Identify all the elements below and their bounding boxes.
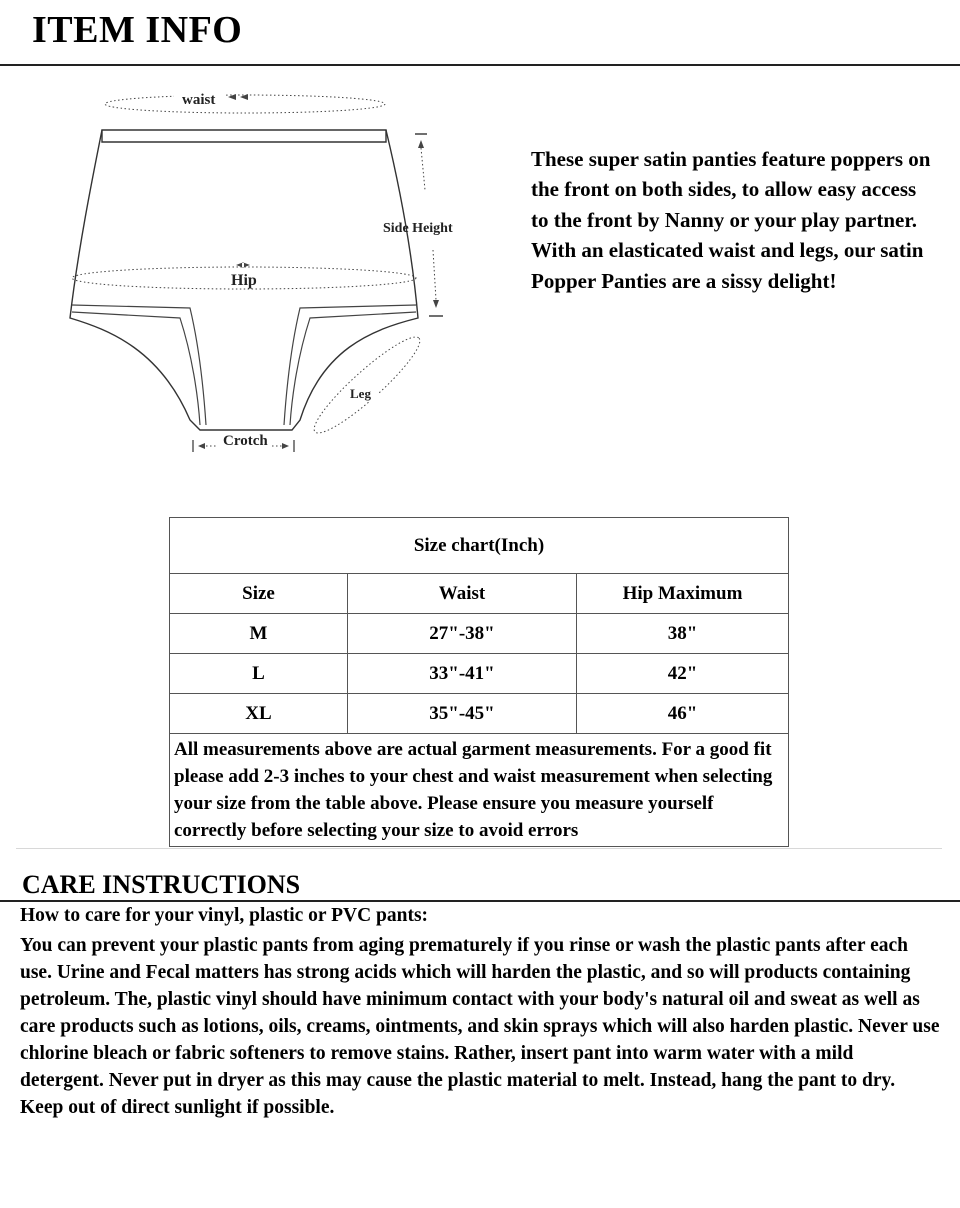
- diagram-label-crotch: Crotch: [223, 433, 268, 449]
- hip-arrow-icon: [236, 262, 250, 268]
- description-paragraph: These super satin panties feature poppers on the front on both sides, to allow easy access to the front by Nanny or your play partner.: [531, 147, 931, 232]
- description-paragraph: With an elasticated waist and legs, our satin Popper Panties are a sissy delight!: [531, 238, 924, 293]
- hip-cell: 46": [577, 694, 789, 734]
- size-cell: L: [170, 654, 348, 694]
- diagram-label-waist: waist: [182, 92, 216, 108]
- table-caption-row: [170, 518, 789, 574]
- size-cell: M: [170, 614, 348, 654]
- waist-cell: 35"-45": [348, 694, 577, 734]
- waistband-outline: [102, 130, 386, 142]
- size-chart-table: [169, 517, 789, 847]
- table-row: [170, 654, 789, 694]
- diagram-label-hip: Hip: [231, 272, 257, 289]
- table-row: [170, 694, 789, 734]
- column-header-size: Size: [170, 574, 348, 614]
- measurement-note: All measurements above are actual garment measurements. For a good fit please add 2-3 inches to your chest and waist measurement when selecting your size from the table above. Please ensure you measure yourself correctly before selecting your size to avoid errors: [170, 734, 789, 847]
- panties-measurement-diagram: [60, 80, 480, 460]
- table-header-row: [170, 574, 789, 614]
- product-description: [531, 144, 931, 296]
- page-title: ITEM INFO: [32, 9, 243, 51]
- hip-cell: 42": [577, 654, 789, 694]
- header-divider: [0, 64, 960, 66]
- table-row: [170, 614, 789, 654]
- care-title: CARE INSTRUCTIONS: [22, 870, 301, 899]
- care-heading: How to care for your vinyl, plastic or PVC pants:: [20, 905, 429, 926]
- care-divider: [0, 900, 960, 902]
- diagram-label-leg: Leg: [350, 386, 371, 401]
- diagram-label-side-height: Side Height: [383, 221, 453, 236]
- hip-cell: 38": [577, 614, 789, 654]
- waist-cell: 33"-41": [348, 654, 577, 694]
- waist-cell: 27"-38": [348, 614, 577, 654]
- column-header-hip: Hip Maximum: [577, 574, 789, 614]
- section-divider: [16, 848, 942, 849]
- size-cell: XL: [170, 694, 348, 734]
- size-chart-caption: Size chart(Inch): [170, 518, 789, 574]
- table-note-row: [170, 734, 789, 847]
- care-body: You can prevent your plastic pants from aging prematurely if you rinse or wash the plastic pants after each use. Urine and Fecal matters has strong acids which will harden the plastic, and so will products containing petroleum. The, plastic vinyl should have minimum contact with your body's natural oil and sweat as well as care products such as lotions, oils, creams, ointments, and skin sprays which will also harden plastic. Never use chlorine bleach or fabric softeners to remove stains. Rather, insert pant into warm water with a mild detergent. Never put in dryer as this may cause the plastic material to melt. Instead, hang the pant to dry. Keep out of direct sunlight if possible.: [20, 935, 940, 1118]
- column-header-waist: Waist: [348, 574, 577, 614]
